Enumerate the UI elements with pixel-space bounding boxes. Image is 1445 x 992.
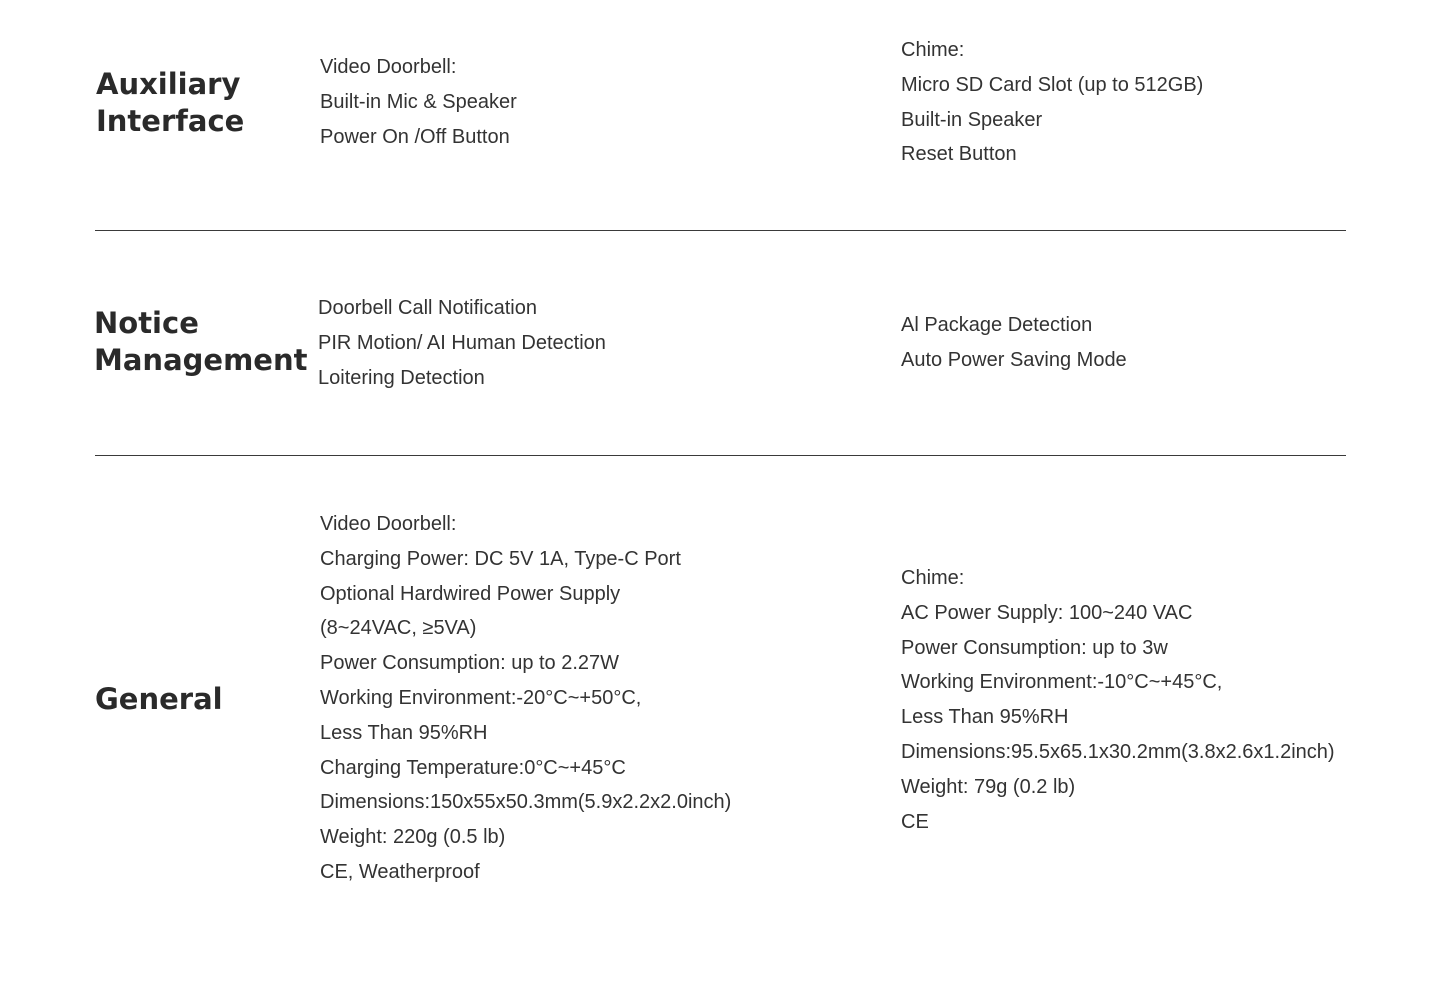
- section-divider: [95, 455, 1346, 456]
- list-item: Built-in Mic & Speaker: [320, 90, 517, 113]
- list-item: Working Environment:-20°C~+50°C,: [320, 686, 642, 709]
- section-title-line: General: [95, 682, 223, 716]
- list-item: (8~24VAC, ≥5VA): [320, 617, 477, 640]
- list-item: Al Package Detection: [901, 314, 1093, 336]
- section-title-line: Management: [94, 343, 308, 377]
- section-title-line: Interface: [96, 104, 245, 138]
- list-item: Auto Power Saving Mode: [901, 348, 1127, 371]
- general-chime-list: [901, 561, 1335, 839]
- auxiliary-chime-list: [901, 33, 1203, 172]
- general-doorbell-list: [320, 507, 731, 890]
- notice-left-list: [318, 291, 606, 395]
- list-item: Video Doorbell:: [320, 56, 457, 78]
- list-item: Loitering Detection: [318, 366, 485, 389]
- list-item: Optional Hardwired Power Supply: [320, 582, 621, 605]
- list-item: CE: [901, 810, 929, 833]
- list-item: Less Than 95%RH: [901, 706, 1069, 729]
- list-item: Power Consumption: up to 2.27W: [320, 652, 620, 675]
- list-item: Weight: 79g (0.2 lb): [901, 775, 1076, 798]
- section-divider: [95, 230, 1346, 231]
- list-item: Reset Button: [901, 143, 1017, 166]
- list-item: CE, Weatherproof: [320, 860, 480, 883]
- list-item: Weight: 220g (0.5 lb): [320, 826, 506, 849]
- list-item: Working Environment:-10°C~+45°C,: [901, 671, 1223, 694]
- notice-right-list: [901, 308, 1127, 378]
- list-item: Charging Temperature:0°C~+45°C: [320, 756, 626, 779]
- list-item: Chime:: [901, 567, 965, 589]
- list-item: Dimensions:150x55x50.3mm(5.9x2.2x2.0inch): [320, 791, 732, 814]
- list-item: Charging Power: DC 5V 1A, Type-C Port: [320, 547, 681, 570]
- section-title-notice-management: [94, 305, 307, 379]
- list-item: PIR Motion/ AI Human Detection: [318, 331, 606, 354]
- section-title-auxiliary-interface: [96, 66, 244, 140]
- list-item: Video Doorbell:: [320, 513, 457, 535]
- section-title-line: Notice: [94, 306, 199, 340]
- list-item: AC Power Supply: 100~240 VAC: [901, 601, 1193, 624]
- section-title-general: [95, 681, 223, 718]
- list-item: Power On /Off Button: [320, 125, 510, 148]
- list-item: Power Consumption: up to 3w: [901, 636, 1168, 659]
- list-item: Micro SD Card Slot (up to 512GB): [901, 73, 1204, 96]
- list-item: Doorbell Call Notification: [318, 297, 537, 319]
- list-item: Chime:: [901, 39, 965, 61]
- section-title-line: Auxiliary: [96, 67, 241, 101]
- list-item: Built-in Speaker: [901, 108, 1043, 131]
- list-item: Less Than 95%RH: [320, 721, 488, 744]
- auxiliary-doorbell-list: [320, 50, 517, 154]
- list-item: Dimensions:95.5x65.1x30.2mm(3.8x2.6x1.2inch): [901, 740, 1335, 763]
